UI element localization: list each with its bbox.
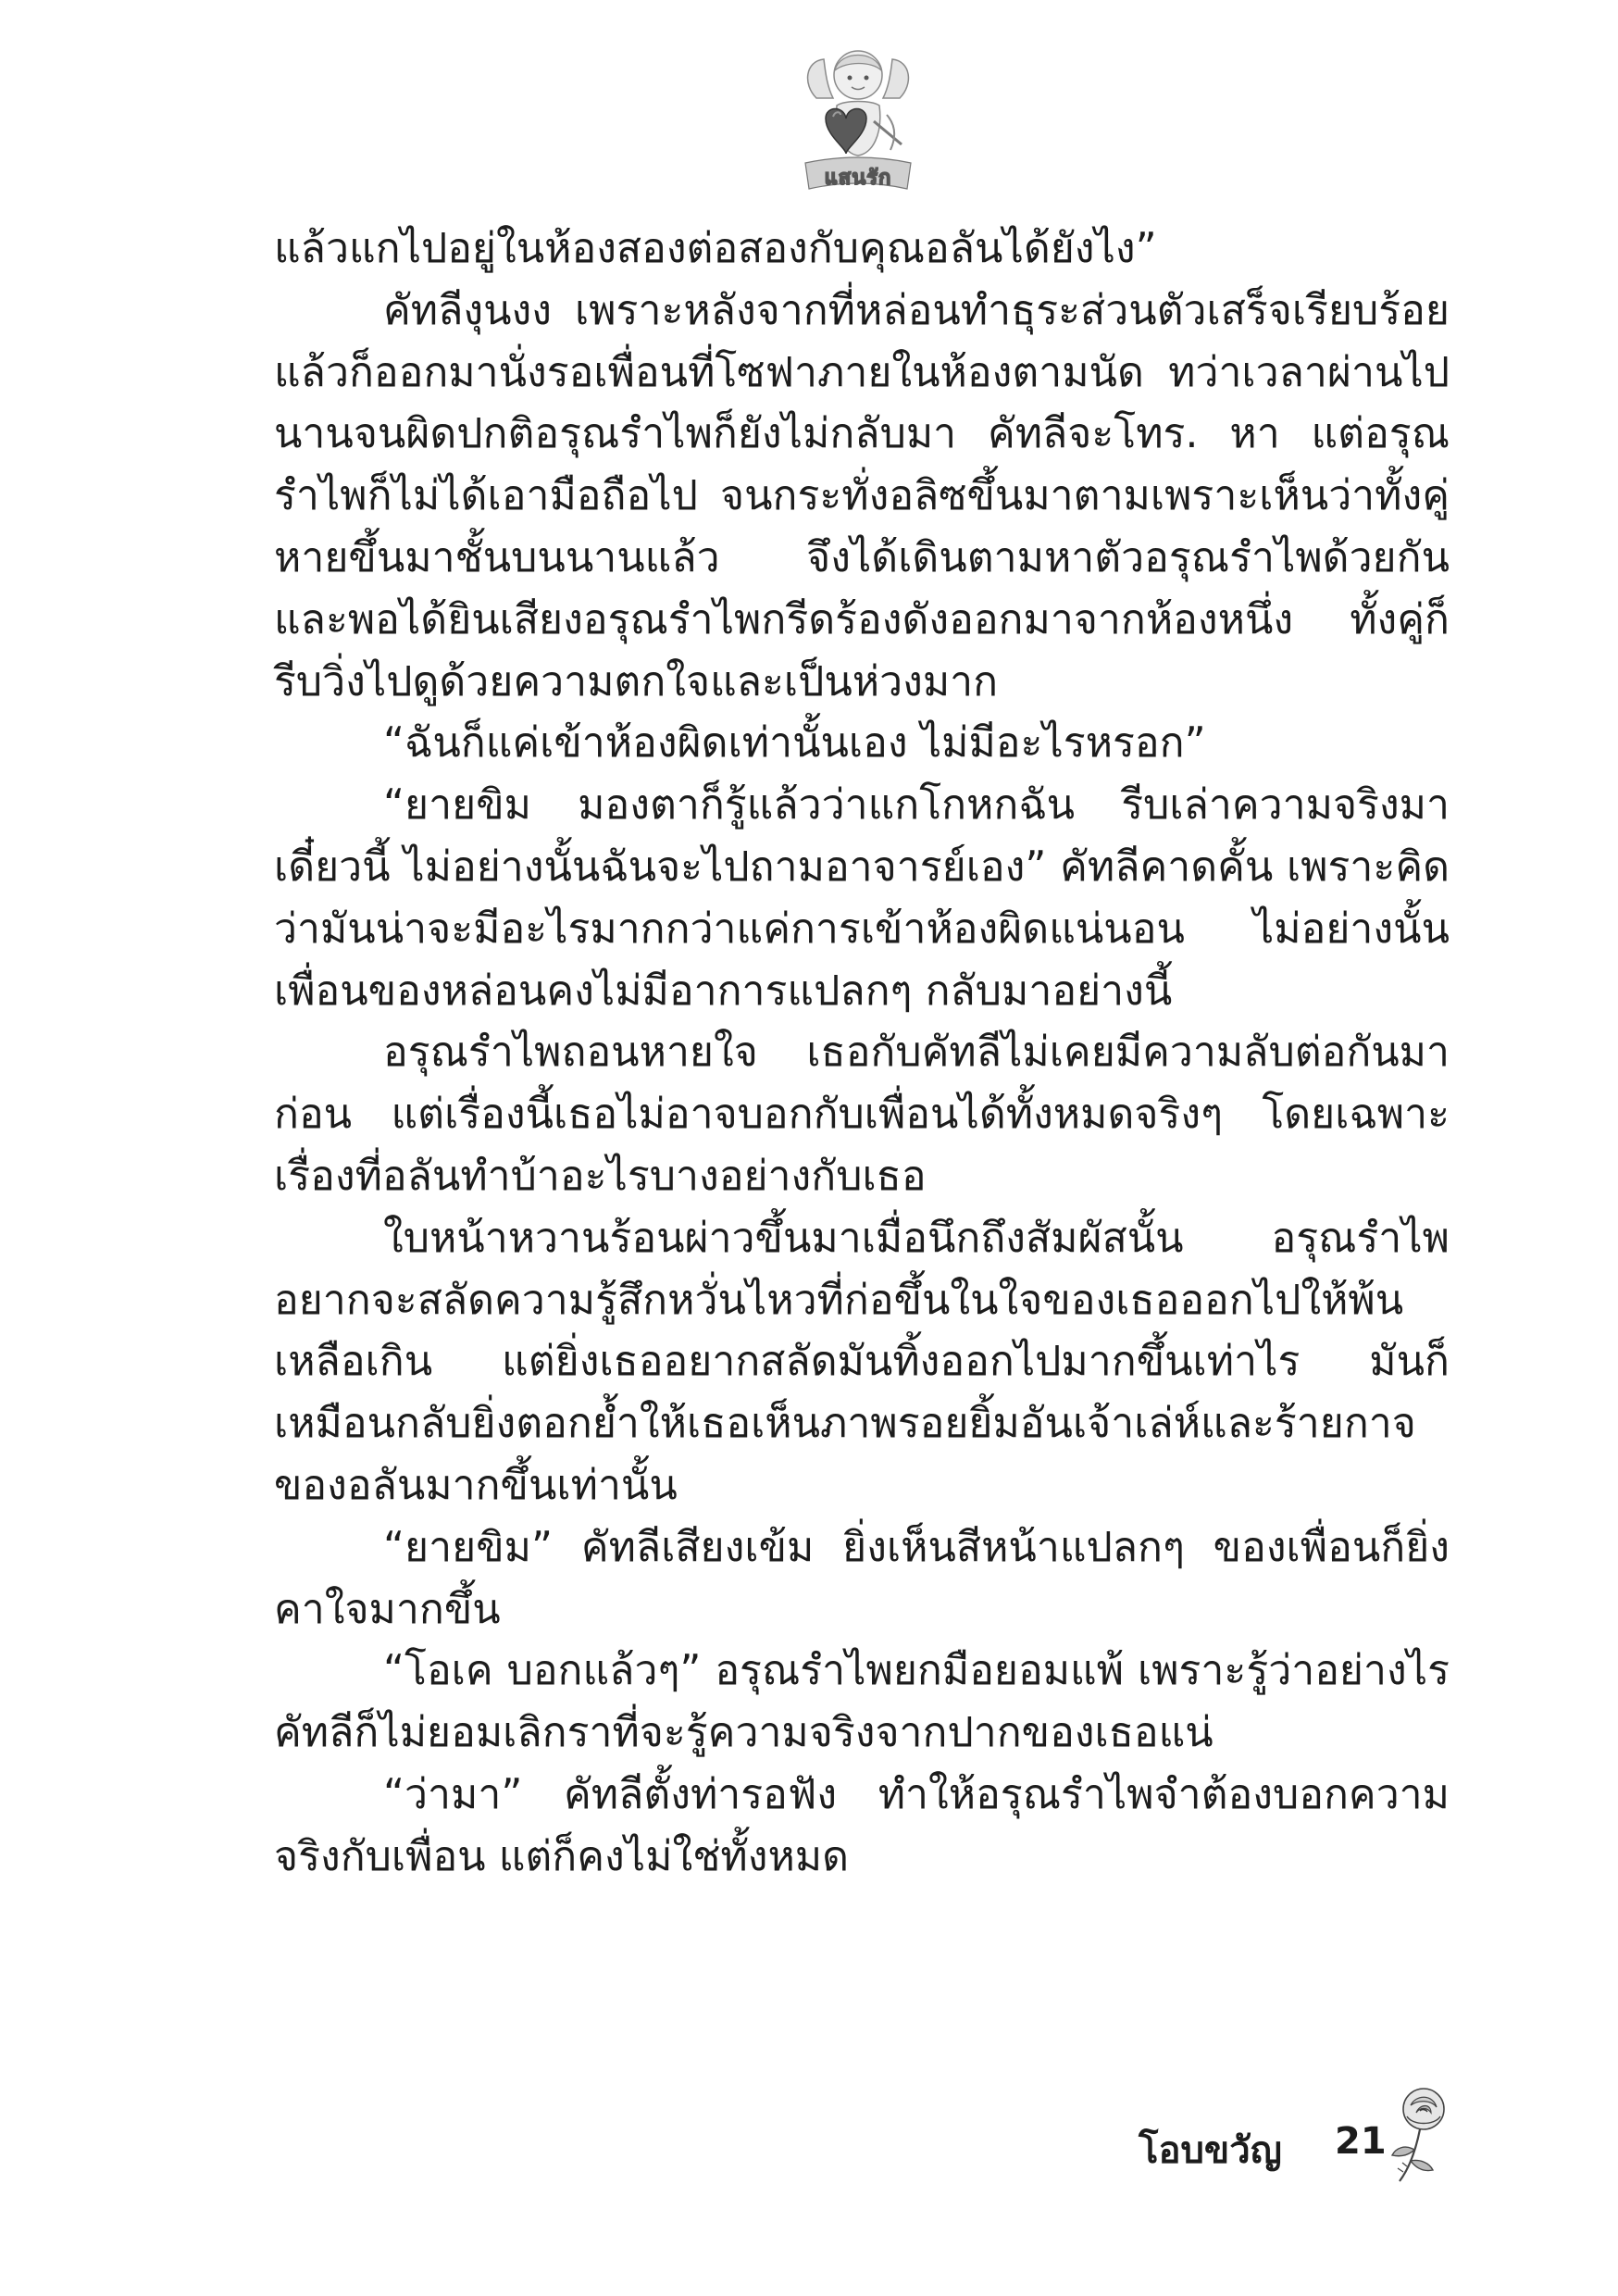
paragraph: คัทลีงุนงง เพราะหลังจากที่หล่อนทำธุระส่วนตัวเสร็จเรียบร้อยแล้วก็ออกมานั่งรอเพื่อนที่โซฟาภายในห้องตามนัด ทว่าเวลาผ่านไปนานจนผิดปกติอรุณรำไพก็ยังไม่กลับมา คัทลีจะโทร. หา แต่อรุณรำไพก็ไม่ได้เอามือถือไป จนกระทั่งอลิซขึ้นมาตามเพราะเห็นว่าทั้งคู่หายขึ้นมาชั้นบนนานแล้ว จึงได้เดินตามหาตัวอรุณรำไพด้วยกัน และพอได้ยินเสียงอรุณรำไพกรีดร้องดังออกมาจากห้องหนึ่ง ทั้งคู่ก็รีบวิ่งไปดูด้วยความตกใจและเป็นห่วงมาก <box>274 286 1450 705</box>
paragraph: “ว่ามา” คัทลีตั้งท่ารอฟัง ทำให้อรุณรำไพจำต้องบอกความจริงกับเพื่อน แต่ก็คงไม่ใช่ทั้งหมด <box>274 1770 1450 1880</box>
page-footer <box>1139 2100 1416 2192</box>
publisher-logo <box>798 33 918 195</box>
paragraph: “ยายขิม มองตาก็รู้แล้วว่าแกโกหกฉัน รีบเล่าความจริงมาเดี๋ยวนี้ ไม่อย่างนั้นฉันจะไปถามอาจารย์เอง” คัทลีคาดคั้น เพราะคิดว่ามันน่าจะมีอะไรมากกว่าแค่การเข้าห้องผิดแน่นอน ไม่อย่างนั้นเพื่อนของหล่อนคงไม่มีอาการแปลกๆ กลับมาอย่างนี้ <box>274 781 1450 1015</box>
book-title: โอบขวัญ <box>1139 2129 1282 2172</box>
paragraph: แล้วแกไปอยู่ในห้องสองต่อสองกับคุณอลันได้ยังไง” <box>274 225 1157 272</box>
paragraph: “ยายขิม” คัทลีเสียงเข้ม ยิ่งเห็นสีหน้าแปลกๆ ของเพื่อนก็ยิ่งคาใจมากขึ้น <box>274 1523 1450 1633</box>
body-text <box>274 218 1450 1889</box>
paragraph: ใบหน้าหวานร้อนผ่าวขึ้นมาเมื่อนึกถึงสัมผัสนั้น อรุณรำไพอยากจะสลัดความรู้สึกหวั่นไหวที่ก่อขึ้นในใจของเธอออกไปให้พ้นเหลือเกิน แต่ยิ่งเธออยากสลัดมันทิ้งออกไปมากขึ้นเท่าไร มันก็เหมือนกลับยิ่งตอกย้ำให้เธอเห็นภาพรอยยิ้มอันเจ้าเล่ห์และร้ายกาจของอลันมากขึ้นเท่านั้น <box>274 1214 1450 1509</box>
paragraph: อรุณรำไพถอนหายใจ เธอกับคัทลีไม่เคยมีความลับต่อกันมาก่อน แต่เรื่องนี้เธอไม่อาจบอกกับเพื่อนได้ทั้งหมดจริงๆ โดยเฉพาะเรื่องที่อลันทำบ้าอะไรบางอย่างกับเธอ <box>274 1029 1450 1200</box>
logo-text: แสนรัก <box>824 167 892 190</box>
paragraph: “โอเค บอกแล้วๆ” อรุณรำไพยกมือยอมแพ้ เพราะรู้ว่าอย่างไรคัทลีก็ไม่ยอมเลิกราที่จะรู้ความจริงจากปากของเธอแน่ <box>274 1647 1450 1757</box>
paragraph: “ฉันก็แค่เข้าห้องผิดเท่านั้นเอง ไม่มีอะไรหรอก” <box>383 719 1206 767</box>
rose-icon <box>1379 2083 1462 2185</box>
page-number: 21 <box>1335 2120 1387 2163</box>
